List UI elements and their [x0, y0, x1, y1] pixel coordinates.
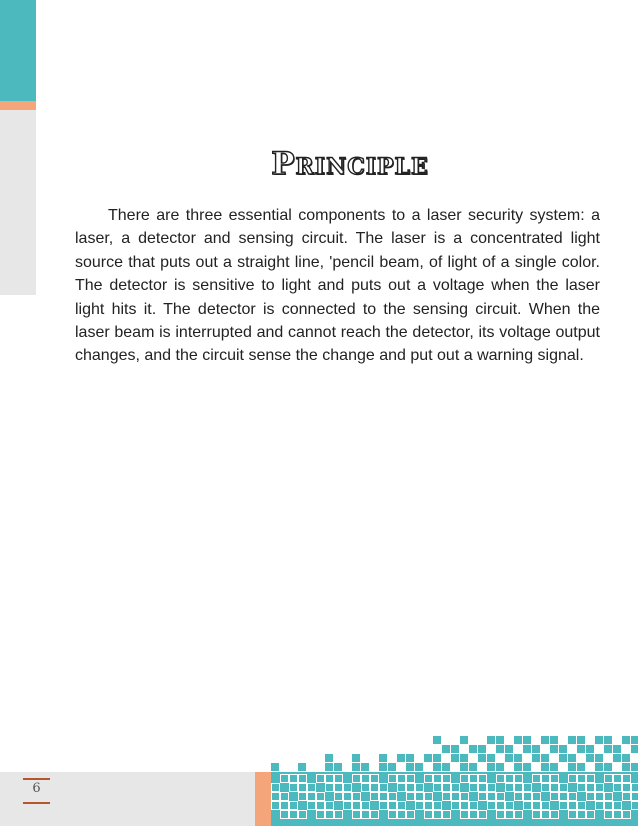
pixel-outline-square — [622, 783, 631, 792]
pixel-square — [604, 736, 612, 744]
pixel-outline-square — [568, 810, 577, 819]
pixel-outline-square — [613, 801, 622, 810]
pixel-square — [532, 754, 540, 762]
pixel-pattern-decoration — [271, 736, 638, 826]
pixel-square — [442, 763, 450, 771]
pixel-outline-square — [424, 774, 433, 783]
pixel-outline-square — [460, 801, 469, 810]
pixel-square — [586, 754, 594, 762]
pixel-square — [505, 745, 513, 753]
pixel-outline-square — [604, 801, 613, 810]
pixel-outline-square — [397, 774, 406, 783]
pixel-outline-square — [352, 774, 361, 783]
pixel-outline-square — [334, 783, 343, 792]
pixel-square — [388, 763, 396, 771]
pixel-outline-square — [316, 792, 325, 801]
pixel-square — [613, 745, 621, 753]
pixel-outline-square — [451, 792, 460, 801]
page-number-rule-bottom — [23, 802, 50, 804]
pixel-outline-square — [307, 801, 316, 810]
pixel-square — [550, 745, 558, 753]
pixel-outline-square — [415, 801, 424, 810]
footer-orange-band — [255, 772, 271, 826]
pixel-outline-square — [388, 792, 397, 801]
page-title: Principle — [271, 146, 429, 182]
pixel-outline-square — [478, 774, 487, 783]
pixel-outline-square — [388, 810, 397, 819]
pixel-outline-square — [289, 810, 298, 819]
pixel-outline-square — [469, 774, 478, 783]
pixel-square — [595, 736, 603, 744]
pixel-outline-square — [505, 783, 514, 792]
pixel-outline-square — [289, 801, 298, 810]
pixel-outline-square — [343, 792, 352, 801]
pixel-square — [622, 754, 630, 762]
pixel-outline-square — [550, 783, 559, 792]
pixel-outline-square — [334, 810, 343, 819]
pixel-outline-square — [289, 783, 298, 792]
pixel-outline-square — [550, 774, 559, 783]
pixel-outline-square — [442, 810, 451, 819]
pixel-square — [550, 763, 558, 771]
pixel-square — [271, 763, 279, 771]
pixel-outline-square — [496, 774, 505, 783]
pixel-outline-square — [424, 801, 433, 810]
pixel-outline-square — [442, 783, 451, 792]
pixel-outline-square — [523, 792, 532, 801]
pixel-square — [586, 745, 594, 753]
pixel-outline-square — [307, 792, 316, 801]
pixel-outline-square — [460, 774, 469, 783]
pixel-square — [460, 736, 468, 744]
pixel-outline-square — [361, 774, 370, 783]
pixel-outline-square — [541, 783, 550, 792]
pixel-outline-square — [325, 801, 334, 810]
pixel-outline-square — [595, 792, 604, 801]
pixel-square — [487, 736, 495, 744]
pixel-square — [514, 736, 522, 744]
pixel-outline-square — [559, 801, 568, 810]
pixel-outline-square — [631, 783, 638, 792]
pixel-outline-square — [514, 783, 523, 792]
pixel-outline-square — [586, 783, 595, 792]
pixel-outline-square — [307, 783, 316, 792]
side-bar-orange — [0, 101, 36, 110]
pixel-outline-square — [541, 774, 550, 783]
pixel-outline-square — [316, 810, 325, 819]
page-number: 6 — [32, 781, 41, 796]
pixel-outline-square — [424, 810, 433, 819]
pixel-outline-square — [442, 792, 451, 801]
pixel-square — [523, 745, 531, 753]
pixel-square — [424, 754, 432, 762]
pixel-outline-square — [568, 801, 577, 810]
pixel-square — [433, 763, 441, 771]
pixel-outline-square — [289, 774, 298, 783]
pixel-outline-square — [559, 792, 568, 801]
pixel-square — [469, 745, 477, 753]
pixel-outline-square — [505, 801, 514, 810]
pixel-outline-square — [631, 792, 638, 801]
pixel-outline-square — [595, 783, 604, 792]
pixel-outline-square — [280, 792, 289, 801]
pixel-outline-square — [406, 810, 415, 819]
pixel-outline-square — [451, 783, 460, 792]
pixel-square — [469, 763, 477, 771]
pixel-outline-square — [532, 801, 541, 810]
pixel-square — [568, 754, 576, 762]
pixel-square — [325, 754, 333, 762]
pixel-square — [352, 763, 360, 771]
pixel-outline-square — [568, 792, 577, 801]
pixel-square — [415, 763, 423, 771]
pixel-outline-square — [577, 783, 586, 792]
pixel-outline-square — [514, 774, 523, 783]
pixel-outline-square — [478, 810, 487, 819]
pixel-square — [613, 754, 621, 762]
pixel-square — [487, 754, 495, 762]
pixel-outline-square — [487, 792, 496, 801]
pixel-outline-square — [478, 792, 487, 801]
pixel-outline-square — [388, 801, 397, 810]
pixel-outline-square — [586, 774, 595, 783]
pixel-outline-square — [280, 774, 289, 783]
pixel-square — [496, 745, 504, 753]
pixel-outline-square — [370, 792, 379, 801]
pixel-square — [451, 754, 459, 762]
pixel-outline-square — [604, 774, 613, 783]
pixel-outline-square — [298, 792, 307, 801]
pixel-square — [514, 754, 522, 762]
pixel-square — [577, 736, 585, 744]
pixel-outline-square — [397, 810, 406, 819]
pixel-outline-square — [379, 783, 388, 792]
pixel-square — [550, 736, 558, 744]
page-number-rule-top — [23, 778, 50, 780]
pixel-outline-square — [433, 810, 442, 819]
pixel-square — [622, 736, 630, 744]
pixel-outline-square — [550, 792, 559, 801]
pixel-outline-square — [352, 801, 361, 810]
pixel-outline-square — [415, 783, 424, 792]
pixel-square — [379, 754, 387, 762]
pixel-outline-square — [325, 810, 334, 819]
pixel-square — [577, 745, 585, 753]
pixel-outline-square — [361, 801, 370, 810]
pixel-outline-square — [397, 801, 406, 810]
pixel-outline-square — [298, 810, 307, 819]
pixel-outline-square — [478, 783, 487, 792]
pixel-outline-square — [496, 810, 505, 819]
pixel-square — [505, 754, 513, 762]
pixel-outline-square — [424, 792, 433, 801]
pixel-square — [523, 736, 531, 744]
pixel-square — [541, 763, 549, 771]
pixel-square — [442, 745, 450, 753]
pixel-outline-square — [298, 774, 307, 783]
pixel-outline-square — [514, 792, 523, 801]
pixel-outline-square — [505, 810, 514, 819]
pixel-outline-square — [487, 801, 496, 810]
pixel-square — [595, 754, 603, 762]
pixel-square — [577, 763, 585, 771]
pixel-outline-square — [469, 783, 478, 792]
pixel-outline-square — [622, 792, 631, 801]
pixel-outline-square — [352, 792, 361, 801]
pixel-outline-square — [406, 792, 415, 801]
pixel-outline-square — [541, 810, 550, 819]
pixel-outline-square — [370, 810, 379, 819]
pixel-square — [541, 736, 549, 744]
pixel-square — [514, 763, 522, 771]
pixel-square — [604, 745, 612, 753]
pixel-outline-square — [559, 783, 568, 792]
pixel-square — [631, 736, 638, 744]
pixel-outline-square — [595, 801, 604, 810]
pixel-square — [622, 763, 630, 771]
pixel-outline-square — [334, 774, 343, 783]
pixel-square — [361, 763, 369, 771]
pixel-square — [406, 763, 414, 771]
pixel-square — [523, 763, 531, 771]
side-bar-teal — [0, 0, 36, 101]
pixel-square — [460, 754, 468, 762]
pixel-outline-square — [496, 801, 505, 810]
pixel-square — [478, 754, 486, 762]
pixel-outline-square — [541, 801, 550, 810]
pixel-outline-square — [460, 792, 469, 801]
pixel-outline-square — [622, 810, 631, 819]
pixel-outline-square — [271, 801, 280, 810]
pixel-outline-square — [550, 810, 559, 819]
pixel-outline-square — [271, 792, 280, 801]
pixel-outline-square — [361, 783, 370, 792]
pixel-square — [532, 745, 540, 753]
pixel-outline-square — [631, 801, 638, 810]
pixel-outline-square — [622, 774, 631, 783]
side-bar-gray — [0, 110, 36, 295]
pixel-outline-square — [316, 774, 325, 783]
pixel-outline-square — [388, 774, 397, 783]
pixel-outline-square — [370, 783, 379, 792]
pixel-outline-square — [586, 810, 595, 819]
pixel-outline-square — [433, 783, 442, 792]
pixel-outline-square — [352, 810, 361, 819]
pixel-outline-square — [604, 792, 613, 801]
pixel-outline-square — [586, 792, 595, 801]
pixel-outline-square — [451, 801, 460, 810]
pixel-outline-square — [532, 792, 541, 801]
pixel-outline-square — [613, 810, 622, 819]
pixel-outline-square — [334, 792, 343, 801]
pixel-outline-square — [271, 783, 280, 792]
pixel-square — [559, 754, 567, 762]
pixel-outline-square — [406, 783, 415, 792]
pixel-outline-square — [325, 774, 334, 783]
pixel-outline-square — [397, 783, 406, 792]
body-paragraph: There are three essential components to a laser security system: a laser, a detector and sensing circuit. The laser is a concentrated light source that puts out a straight line, 'pencil beam, of light of a single color. The detector is sensitive to light and puts out a voltage when the laser light hits it. The detector is connected to the sensing circuit. When the laser beam is interrupted and cannot reach the detector, its voltage output changes, and the circuit sense the change and put out a warning signal. — [75, 207, 600, 365]
pixel-square — [496, 763, 504, 771]
pixel-square — [325, 763, 333, 771]
pixel-outline-square — [406, 774, 415, 783]
pixel-outline-square — [343, 801, 352, 810]
pixel-square — [451, 745, 459, 753]
pixel-square — [406, 754, 414, 762]
pixel-outline-square — [613, 774, 622, 783]
pixel-outline-square — [343, 783, 352, 792]
pixel-outline-square — [433, 774, 442, 783]
pixel-outline-square — [487, 783, 496, 792]
pixel-outline-square — [532, 810, 541, 819]
pixel-outline-square — [505, 774, 514, 783]
pixel-square — [433, 754, 441, 762]
pixel-square — [631, 763, 638, 771]
pixel-square — [379, 763, 387, 771]
pixel-square — [478, 745, 486, 753]
pixel-outline-square — [316, 801, 325, 810]
pixel-outline-square — [568, 774, 577, 783]
pixel-square — [568, 736, 576, 744]
pixel-outline-square — [298, 783, 307, 792]
pixel-outline-square — [379, 792, 388, 801]
pixel-outline-square — [577, 774, 586, 783]
pixel-outline-square — [532, 774, 541, 783]
pixel-square — [397, 754, 405, 762]
pixel-square — [334, 763, 342, 771]
pixel-outline-square — [469, 801, 478, 810]
pixel-square — [352, 754, 360, 762]
pixel-outline-square — [379, 801, 388, 810]
pixel-outline-square — [280, 810, 289, 819]
pixel-outline-square — [577, 801, 586, 810]
pixel-square — [541, 754, 549, 762]
pixel-outline-square — [361, 810, 370, 819]
pixel-square — [487, 763, 495, 771]
pixel-square — [460, 763, 468, 771]
pixel-outline-square — [523, 801, 532, 810]
pixel-square — [604, 763, 612, 771]
pixel-square — [433, 736, 441, 744]
pixel-outline-square — [469, 810, 478, 819]
pixel-outline-square — [496, 792, 505, 801]
pixel-square — [559, 745, 567, 753]
pixel-square — [631, 745, 638, 753]
pixel-square — [496, 736, 504, 744]
pixel-outline-square — [604, 810, 613, 819]
pixel-square — [568, 763, 576, 771]
pixel-outline-square — [370, 774, 379, 783]
pixel-outline-square — [280, 801, 289, 810]
pixel-square — [298, 763, 306, 771]
pixel-square — [595, 763, 603, 771]
pixel-outline-square — [460, 810, 469, 819]
pixel-outline-square — [415, 792, 424, 801]
pixel-outline-square — [577, 810, 586, 819]
pixel-outline-square — [613, 783, 622, 792]
pixel-outline-square — [433, 801, 442, 810]
pixel-outline-square — [514, 810, 523, 819]
pixel-outline-square — [325, 783, 334, 792]
pixel-outline-square — [442, 774, 451, 783]
pixel-outline-square — [523, 783, 532, 792]
